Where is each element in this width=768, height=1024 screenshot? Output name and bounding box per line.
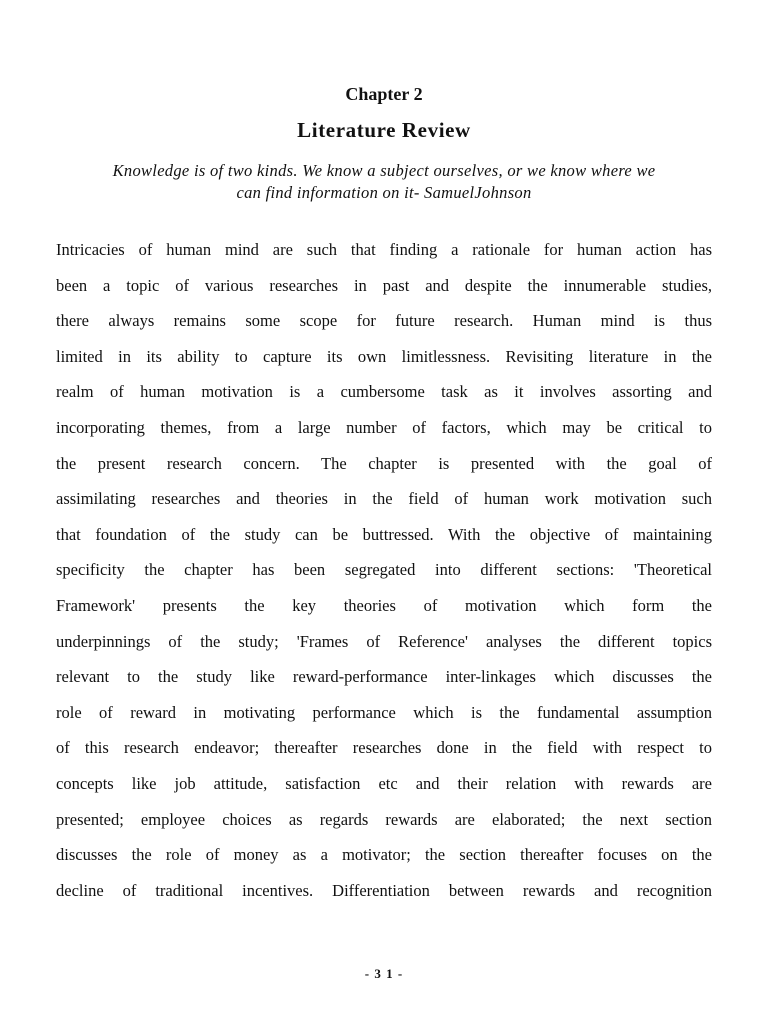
- paragraph-line: decline of traditional incentives. Differentiation between rewards and recognition: [56, 880, 712, 900]
- paragraph-line: relevant to the study like reward-performance inter-linkages which discusses the: [56, 667, 712, 687]
- page-number: - 3 1 -: [364, 966, 404, 981]
- body-paragraph: [56, 237, 712, 913]
- paragraph-line: of this research endeavor; thereafter researches done in the field with respect to: [56, 738, 712, 758]
- chapter-label: Chapter 2: [345, 84, 423, 104]
- paragraph-line: that foundation of the study can be buttressed. With the objective of maintaining: [56, 524, 712, 544]
- chapter-title: Literature Review: [297, 118, 471, 142]
- paragraph-line: there always remains some scope for future research. Human mind is thus: [56, 311, 712, 331]
- paragraph-line: role of reward in motivating performance which is the fundamental assumption: [56, 702, 712, 722]
- epigraph: [50, 160, 718, 204]
- paragraph-line: limited in its ability to capture its own limitlessness. Revisiting literature in the: [56, 346, 712, 366]
- paragraph-line: realm of human motivation is a cumbersome task as it involves assorting and: [56, 382, 712, 402]
- epigraph-line: Knowledge is of two kinds. We know a subject ourselves, or we know where we: [112, 161, 656, 180]
- paragraph-line: incorporating themes, from a large number of factors, which may be critical to: [56, 417, 712, 437]
- paragraph-line: assimilating researches and theories in the field of human work motivation such: [56, 489, 712, 509]
- paragraph-line: been a topic of various researches in past and despite the innumerable studies,: [56, 275, 712, 295]
- paragraph-line: the present research concern. The chapter is presented with the goal of: [56, 453, 712, 473]
- paragraph-line: Intricacies of human mind are such that finding a rationale for human action has: [56, 240, 712, 259]
- paragraph-line: underpinnings of the study; 'Frames of Reference' analyses the different topics: [56, 631, 712, 651]
- paragraph-line: specificity the chapter has been segregated into different sections: 'Theoretical: [56, 560, 712, 580]
- paragraph-line: presented; employee choices as regards rewards are elaborated; the next section: [56, 809, 712, 829]
- epigraph-line: can find information on it- SamuelJohnson: [236, 183, 532, 202]
- paragraph-line: concepts like job attitude, satisfaction etc and their relation with rewards are: [56, 773, 712, 793]
- paragraph-line: discusses the role of money as a motivator; the section thereafter focuses on the: [56, 845, 712, 865]
- paragraph-line: Framework' presents the key theories of motivation which form the: [56, 595, 712, 615]
